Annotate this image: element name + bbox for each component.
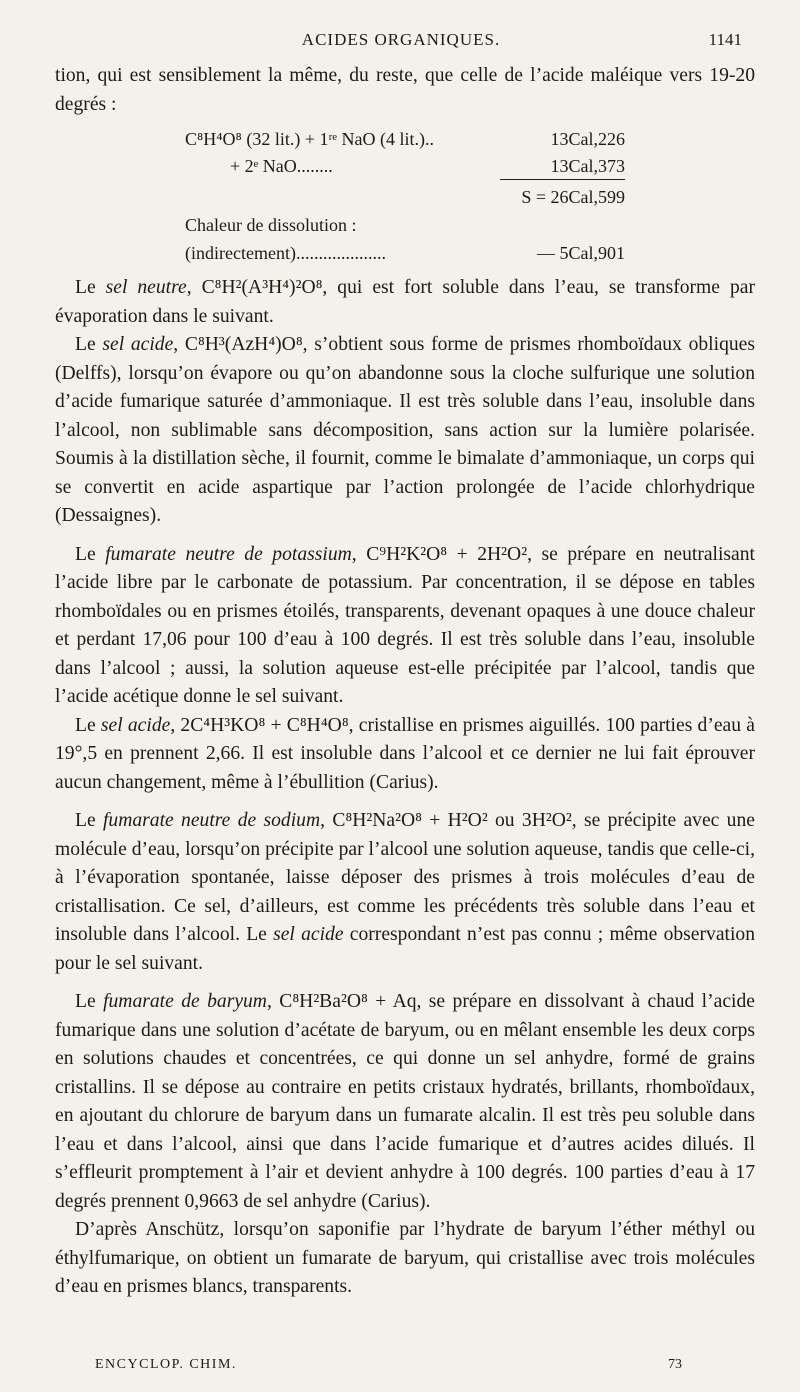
term-fumarate-sodium: fumarate neutre de sodium	[102, 810, 321, 831]
term-sel-acide: sel acide	[102, 334, 174, 355]
page-footer	[95, 1357, 682, 1377]
paragraph-fumarate-baryum: Le fumarate de baryum, C⁸H²Ba²O⁸ + Aq, se prépare en dissolvant à chaud l’acide fumarique dans une solution d’acétate de baryum, ou en mêlant ensemble les deux corps en solutions chaudes et concentrées, ce qui donne un sel anhydre, formé de grains cristallins. Il se dépose au contraire en petits cristaux hydratés, brillants, rhomboïdaux, en ajoutant du chlorure de baryum dans un fumarate alcalin. Il est très peu soluble dans l’eau et dans l’alcool, ainsi que dans l’acide fumarique et d’autres acides dilués. Il s’effleurit promptement à l’air et devient anhydre à 100 degrés. 100 parties d’eau à 17 degrés prennent 0,9663 de sel anhydre (Carius).	[55, 991, 755, 1212]
heat-value-row	[55, 239, 755, 265]
term-fumarate-potassium: fumarate neutre de potassium	[105, 543, 352, 565]
page-body	[55, 62, 755, 1302]
heat-label-row	[55, 211, 755, 237]
sum-rule	[500, 179, 625, 180]
calc-row-2-label: + 2ᵉ NaO........	[230, 156, 333, 176]
term-sel-neutre: sel neutre	[105, 277, 187, 298]
footer-signature: ENCYCLOP. CHIM.	[95, 1357, 237, 1372]
calc-row-1-label: C⁸H⁴O⁸ (32 lit.) + 1ʳᵉ NaO (4 lit.)..	[185, 129, 434, 149]
heat-sub-label: (indirectement)....................	[185, 243, 386, 263]
paragraph-anschutz: D’après Anschütz, lorsqu’on saponifie par l’hydrate de baryum l’éther méthyl ou éthylfumarique, on obtient un fumarate de baryum, qui cristallise avec trois molécules d’eau en prismes blancs, transparents.	[55, 1219, 755, 1297]
heat-label: Chaleur de dissolution :	[185, 215, 357, 235]
calc-row-2-value: 13Cal,373	[550, 156, 625, 176]
term-fumarate-baryum: fumarate de baryum	[103, 991, 267, 1012]
header-title: ACIDES ORGANIQUES.	[301, 30, 501, 49]
calc-row-2	[55, 152, 755, 178]
calc-row-1	[55, 125, 755, 151]
calc-sum-row	[55, 183, 755, 209]
heat-value: — 5Cal,901	[537, 243, 625, 263]
paragraph-sel-acide: Le sel acide, C⁸H³(AzH⁴)O⁸, s’obtient sous forme de prismes rhomboïdaux obliques (Delffs), lorsqu’on évapore ou qu’on abandonne sous la cloche sulfurique une solution d’acide fumarique saturée d’ammoniaque. Il est très soluble dans l’eau, insoluble dans l’alcool, non sublimable sans décomposition, sans action sur la lumière polarisée. Soumis à la distillation sèche, il fournit, comme le bimalate d’ammoniaque, un corps qui se convertit en acide aspartique par l’action prolongée de l’acide chlorhydrique (Dessaignes).	[55, 334, 755, 526]
term-sel-acide-2: sel acide	[100, 714, 171, 736]
paragraph-fumarate-potassium: Le fumarate neutre de potassium, C⁹H²K²O⁸ + 2H²O², se prépare en neutralisant l’acide libre par le carbonate de potassium. Par concentration, il se dépose en tables rhomboïdales ou en prismes étoilés, transparents, devenant opaques à une douce chaleur et perdant 17,06 pour 100 d’eau à 100 degrés. Il est très soluble dans l’eau, insoluble dans l’alcool ; aussi, la solution aqueuse est-elle précipitée par l’alcool, tandis que l’acide acétique donne le sel suivant.	[55, 543, 755, 707]
footer-sheet-number: 73	[668, 1357, 682, 1372]
paragraph-sel-acide-potassium: Le sel acide, 2C⁴H³KO⁸ + C⁸H⁴O⁸, cristallise en prismes aiguillés. 100 parties d’eau à 19°,5 en prennent 2,66. Il est insoluble dans l’alcool et ce dernier ne lui fait éprouver aucun changement, même à l’ébullition (Carius).	[55, 714, 755, 793]
term-sel-acide-3: sel acide	[273, 924, 344, 945]
page-number: 1141	[708, 30, 742, 49]
calc-sum: S = 26Cal,599	[521, 187, 625, 207]
intro-paragraph: tion, qui est sensiblement la même, du reste, que celle de l’acide maléique vers 19-20 degrés :	[55, 65, 755, 115]
thermochemistry-table	[55, 119, 755, 314]
calc-row-1-value: 13Cal,226	[550, 129, 625, 149]
running-header	[60, 30, 742, 56]
paragraph-sel-neutre: Le sel neutre, C⁸H²(A³H⁴)²O⁸, qui est fort soluble dans l’eau, se transforme par évaporation dans le suivant.	[55, 277, 755, 327]
paragraph-fumarate-sodium: Le fumarate neutre de sodium, C⁸H²Na²O⁸ + H²O² ou 3H²O², se précipite avec une molécule d’eau, lorsqu’on précipite par l’alcool une solution aqueuse, tandis que celle-ci, à l’évaporation spontanée, laisse déposer des prismes à trois molécules d’eau de cristallisation. Ce sel, d’ailleurs, est comme les précédents très soluble dans l’eau et insoluble dans l’alcool. Le sel acide correspondant n’est pas connu ; même observation pour le sel suivant.	[55, 810, 755, 974]
